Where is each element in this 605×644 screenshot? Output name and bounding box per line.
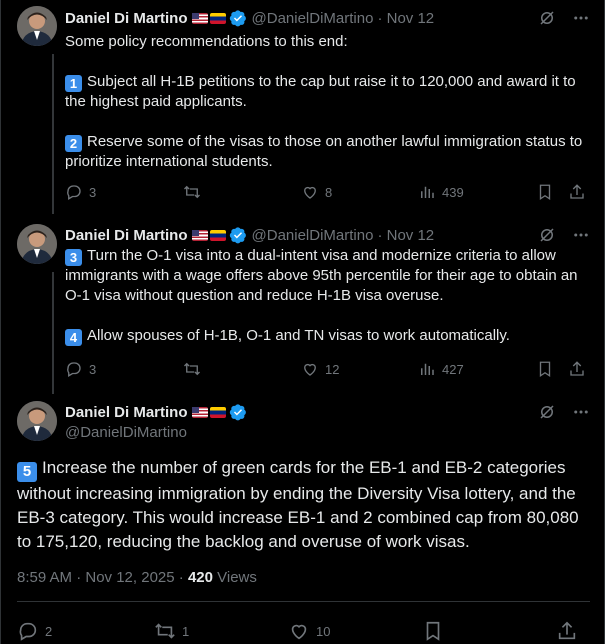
tweet-header [65, 225, 590, 245]
flags [192, 13, 226, 24]
repost-icon [154, 620, 176, 642]
repost-button[interactable] [183, 183, 301, 201]
like-button[interactable]: 8 [301, 183, 418, 201]
reply-button[interactable]: 3 [65, 183, 183, 201]
share-icon [568, 360, 586, 378]
repost-icon [183, 360, 201, 378]
tweet-text [65, 246, 590, 346]
share-button[interactable] [568, 360, 586, 378]
like-button[interactable]: 10 [288, 620, 422, 642]
keycap-4-icon: 4 [65, 329, 82, 346]
recommendation-3: 3 Turn the O-1 visa into a dual-intent visa and modernize criteria to allow immigrants with a wage offers above 95th percentile for their age to obtain an O-1 visa without question and reduce H-1B visa overuse. [65, 247, 578, 304]
views-button[interactable]: 439 [418, 183, 536, 201]
views-button[interactable]: 427 [418, 360, 536, 378]
bookmark-button[interactable] [536, 183, 568, 201]
timestamp[interactable]: · Nov 12 [377, 9, 435, 27]
views-icon [418, 360, 436, 378]
tweet-2[interactable] [17, 224, 590, 384]
divider [17, 601, 590, 602]
recommendation-1: 1 Subject all H-1B petitions to the cap but raise it to 120,000 and award it to the highest paid applicants. [65, 73, 576, 110]
keycap-2-icon: 2 [65, 135, 82, 152]
post-time[interactable]: 8:59 AM · Nov 12, 2025 · [17, 569, 188, 586]
tweet-text [17, 456, 590, 554]
share-button[interactable] [556, 620, 578, 642]
repost-button[interactable]: 1 [154, 620, 288, 642]
keycap-5-icon: 5 [17, 462, 37, 482]
venezuela-flag-icon [210, 230, 226, 241]
timestamp[interactable]: · Nov 12 [377, 226, 435, 244]
avatar[interactable] [17, 401, 57, 441]
like-icon [288, 620, 310, 642]
repost-button[interactable] [183, 360, 301, 378]
action-bar [65, 359, 590, 379]
venezuela-flag-icon [210, 407, 226, 418]
bookmark-icon [536, 360, 554, 378]
views-label: Views [212, 569, 257, 586]
reply-icon [65, 360, 83, 378]
recommendation-2: 2 Reserve some of the visas to those on another lawful immigration status to prioritize international students. [65, 133, 583, 170]
bookmark-icon [536, 183, 554, 201]
tweet-text [65, 32, 590, 172]
like-icon [301, 183, 319, 201]
more-icon[interactable] [572, 9, 590, 27]
author-name[interactable]: Daniel Di Martino [65, 403, 188, 421]
reply-icon [17, 620, 39, 642]
like-button[interactable]: 12 [301, 360, 418, 378]
author-handle[interactable]: @DanielDiMartino [65, 423, 187, 441]
bookmark-button[interactable] [422, 620, 556, 642]
avatar[interactable] [17, 224, 57, 264]
venezuela-flag-icon [210, 13, 226, 24]
us-flag-icon [192, 407, 208, 418]
like-icon [301, 360, 319, 378]
repost-icon [183, 183, 201, 201]
author-name[interactable]: Daniel Di Martino [65, 9, 188, 27]
author-name[interactable]: Daniel Di Martino [65, 226, 188, 244]
views-icon [418, 183, 436, 201]
verified-badge-icon [229, 9, 247, 27]
grok-icon[interactable] [538, 403, 556, 421]
share-button[interactable] [568, 183, 586, 201]
author-handle[interactable]: @DanielDiMartino [251, 9, 374, 27]
action-bar [65, 182, 590, 202]
flags [192, 230, 226, 241]
author-handle[interactable]: @DanielDiMartino [251, 226, 374, 244]
thread-line [52, 272, 54, 394]
tweet-header [65, 8, 590, 28]
more-icon[interactable] [572, 403, 590, 421]
thread-line [52, 54, 54, 214]
reply-button[interactable]: 2 [17, 620, 154, 642]
keycap-1-icon: 1 [65, 75, 82, 92]
us-flag-icon [192, 230, 208, 241]
handle-row [65, 422, 590, 442]
intro-line: Some policy recommendations to this end: [65, 33, 348, 50]
bookmark-button[interactable] [536, 360, 568, 378]
verified-badge-icon [229, 403, 247, 421]
bookmark-icon [422, 620, 444, 642]
tweet-header [65, 402, 590, 422]
focused-tweet [17, 401, 590, 644]
share-icon [556, 620, 578, 642]
us-flag-icon [192, 13, 208, 24]
flags [192, 407, 226, 418]
tweet-1[interactable] [17, 6, 590, 206]
share-icon [568, 183, 586, 201]
reply-icon [65, 183, 83, 201]
recommendation-4: 4 Allow spouses of H-1B, O-1 and TN visas to work automatically. [65, 326, 590, 346]
keycap-3-icon: 3 [65, 249, 82, 266]
verified-badge-icon [229, 226, 247, 244]
reply-button[interactable]: 3 [65, 360, 183, 378]
more-icon[interactable] [572, 226, 590, 244]
grok-icon[interactable] [538, 226, 556, 244]
timestamp-row [17, 569, 257, 586]
recommendation-5: 5 Increase the number of green cards for the EB-1 and EB-2 categories without increasing immigration by ending the Diversity Visa lottery, and the EB-3 category. This would increase EB-1 and 2 combined cap from 80,080 to 175,120, reducing the backlog and overuse of work visas. [17, 458, 579, 551]
avatar[interactable] [17, 6, 57, 46]
action-bar [17, 620, 590, 642]
view-count: 420 [187, 569, 213, 586]
grok-icon[interactable] [538, 9, 556, 27]
